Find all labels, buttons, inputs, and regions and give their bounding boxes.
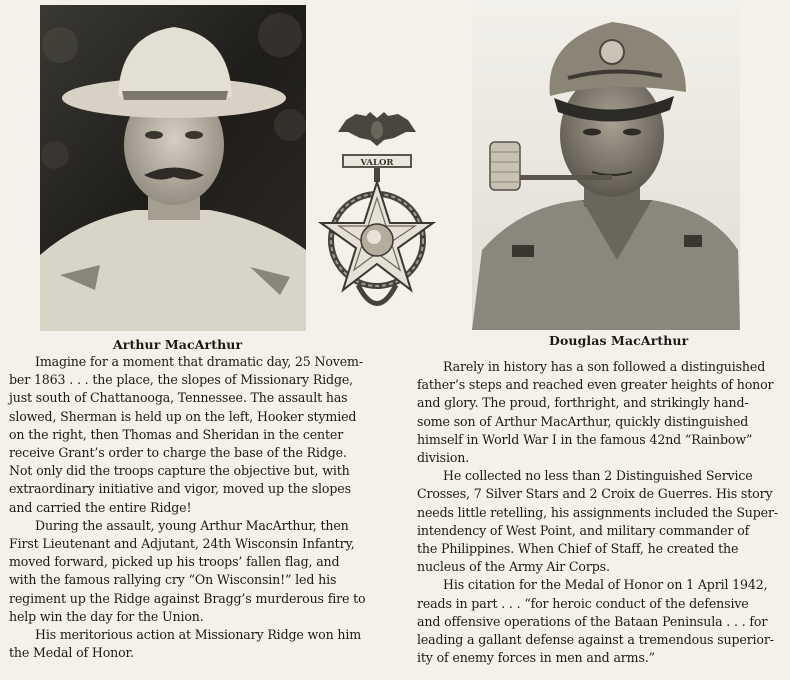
- text-line: Not only did the troops capture the objective but, with: [9, 463, 350, 479]
- text-line: regiment up the Ridge against Bragg’s murderous fire to: [9, 590, 366, 606]
- text-line: He collected no less than 2 Distinguished Service: [443, 468, 753, 484]
- caption-douglas-macarthur: Douglas MacArthur: [549, 333, 689, 348]
- text-line: ity of enemy forces in men and arms.”: [417, 650, 655, 666]
- left-article-column: [9, 353, 389, 662]
- text-line: Imagine for a moment that dramatic day, 25 Novem-: [35, 354, 363, 369]
- text-line: slowed, Sherman is held up on the left, Hooker stymied: [9, 408, 357, 424]
- text-line: extraordinary initiative and vigor, moved up the slopes: [9, 481, 351, 497]
- medal-banner: VALOR: [360, 158, 394, 168]
- text-line: division.: [417, 450, 470, 466]
- text-line: and glory. The proud, forthright, and strikingly hand-: [417, 395, 749, 411]
- text-line: himself in World War I in the famous 42nd “Rainbow”: [417, 431, 753, 447]
- medal-of-honor-image: [318, 110, 436, 325]
- text-line: the Medal of Honor.: [9, 645, 134, 661]
- douglas-macarthur-photo: [472, 0, 740, 330]
- caption-arthur-macarthur: Arthur MacArthur: [113, 337, 243, 352]
- text-line: the Philippines. When Chief of Staff, he created the: [417, 541, 739, 557]
- text-line: moved forward, picked up his troops’ fallen flag, and: [9, 554, 340, 570]
- text-line: needs little retelling, his assignments included the Super-: [417, 504, 778, 520]
- text-line: and offensive operations of the Bataan Peninsula . . . for: [417, 613, 768, 629]
- text-line: His citation for the Medal of Honor on 1 April 1942,: [443, 577, 768, 593]
- text-line: His meritorious action at Missionary Ridge won him: [35, 627, 362, 643]
- text-line: just south of Chattanooga, Tennessee. The assault has: [9, 390, 348, 406]
- right-article-column: [417, 358, 789, 667]
- text-line: During the assault, young Arthur MacArthur, then: [35, 517, 349, 533]
- text-line: with the famous rallying cry “On Wisconsin!” led his: [9, 572, 337, 588]
- text-line: leading a gallant defense against a tremendous superior-: [417, 632, 774, 648]
- text-line: some son of Arthur MacArthur, quickly distinguished: [417, 413, 749, 429]
- text-line: father’s steps and reached even greater heights of honor: [417, 377, 774, 393]
- text-line: ber 1863 . . . the place, the slopes of Missionary Ridge,: [9, 372, 354, 388]
- text-line: nucleus of the Army Air Corps.: [417, 559, 610, 575]
- arthur-macarthur-photo: [40, 5, 306, 331]
- text-line: receive Grant’s order to charge the base of the Ridge.: [9, 445, 347, 461]
- text-line: on the right, then Thomas and Sheridan in the center: [9, 426, 344, 442]
- text-line: reads in part . . . “for heroic conduct of the defensive: [417, 595, 749, 611]
- text-line: help win the day for the Union.: [9, 608, 204, 624]
- text-line: and carried the entire Ridge!: [9, 499, 192, 515]
- text-line: intendency of West Point, and military commander of: [417, 522, 750, 538]
- text-line: First Lieutenant and Adjutant, 24th Wisconsin Infantry,: [9, 536, 355, 552]
- text-line: Rarely in history has a son followed a distinguished: [443, 359, 766, 374]
- text-line: Crosses, 7 Silver Stars and 2 Croix de Guerres. His story: [417, 486, 773, 502]
